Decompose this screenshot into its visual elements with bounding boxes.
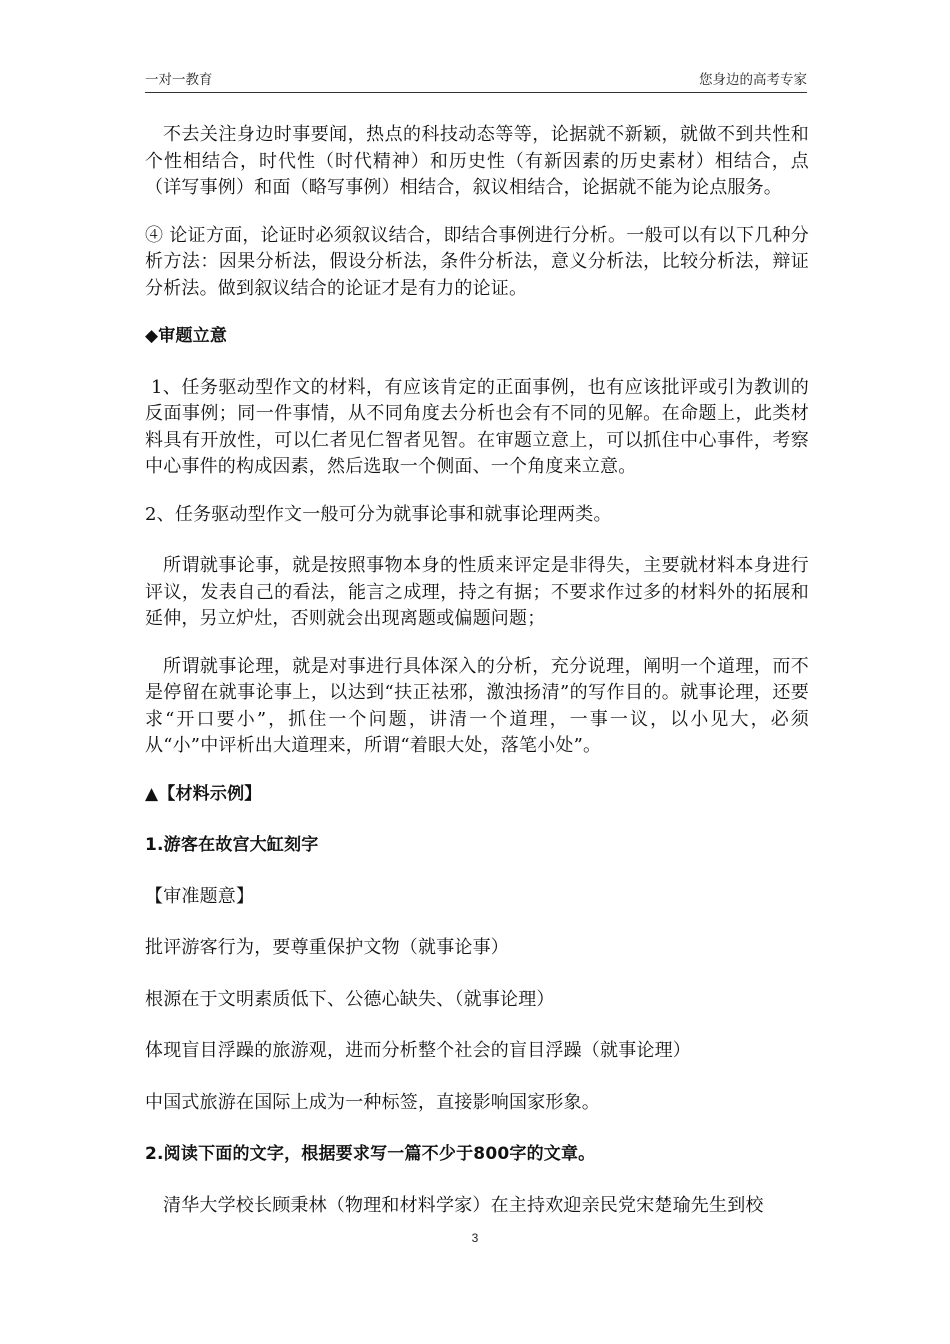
paragraph-fact-discussion: 所谓就事论事，就是按照事物本身的性质来评定是非得失，主要就材料本身进行评议，发表自己的看法，能言之成理，持之有据；不要求作过多的材料外的拓展和延伸，另立炉灶，否则就会出现离题或偏题问题；	[145, 555, 809, 629]
section-heading-topic: ◆审题立意	[145, 326, 228, 346]
paragraph-point-4: 中国式旅游在国际上成为一种标签，直接影响国家形象。	[145, 1091, 600, 1113]
header-right-text: 您身边的高考专家	[699, 72, 807, 88]
paragraph-task-driven-2: 2、任务驱动型作文一般可分为就事论事和就事论理两类。	[145, 503, 612, 525]
paragraph-point-1: 批评游客行为，要尊重保护文物（就事论事）	[145, 937, 509, 958]
page-number: 3	[471, 1231, 479, 1245]
paragraph-argumentation: ④ 论证方面，论证时必须叙议结合，即结合事例进行分析。一般可以有以下几种分析方法：因果分析法，假设分析法，条件分析法，意义分析法，比较分析法，辩证分析法。做到叙议结合的论证才是有力的论证。	[145, 224, 809, 299]
section-heading-examples: ▲【材料示例】	[145, 783, 262, 804]
paragraph-point-3: 体现盲目浮躁的旅游观，进而分析整个社会的盲目浮躁（就事论理）	[145, 1040, 691, 1061]
header-left-text: 一对一教育	[145, 72, 213, 88]
page-header	[145, 66, 807, 93]
paragraph-task-driven-1: 1、任务驱动型作文的材料，有应该肯定的正面事例，也有应该批评或引为教训的反面事例；同一件事情，从不同角度去分析也会有不同的见解。在命题上，此类材料具有开放性，可以仁者见仁智者见智。在审题立意上，可以抓住中心事件，考察中心事件的构成因素，然后选取一个侧面、一个角度来立意。	[145, 376, 809, 477]
paragraph-evidence: 不去关注身边时事要闻，热点的科技动态等等，论据就不新颖，就做不到共性和个性相结合，时代性（时代精神）和历史性（有新因素的历史素材）相结合，点（详写事例）和面（略写事例）相结合，叙议相结合，论据就不能为论点服务。	[145, 124, 809, 198]
paragraph-point-2: 根源在于文明素质低下、公德心缺失、（就事论理）	[145, 988, 555, 1010]
paragraph-review-title: 【审准题意】	[145, 885, 255, 907]
paragraph-example-2-start: 清华大学校长顾秉林（物理和材料学家）在主持欢迎亲民党宋楚瑜先生到校	[163, 1194, 764, 1216]
example-heading-1: 1.游客在故宫大缸刻字	[145, 835, 319, 855]
document-body	[145, 122, 809, 1240]
example-heading-2: 2.阅读下面的文字，根据要求写一篇不少于800字的文章。	[145, 1144, 596, 1164]
paragraph-fact-reasoning: 所谓就事论理，就是对事进行具体深入的分析，充分说理，阐明一个道理，而不是停留在就事论事上，以达到“扶正祛邪，激浊扬清”的写作目的。就事论理，还要求“开口要小”，抓住一个问题，讲清一个道理，一事一议，以小见大，必须从“小”中评析出大道理来，所谓“着眼大处，落笔小处”。	[145, 655, 809, 756]
